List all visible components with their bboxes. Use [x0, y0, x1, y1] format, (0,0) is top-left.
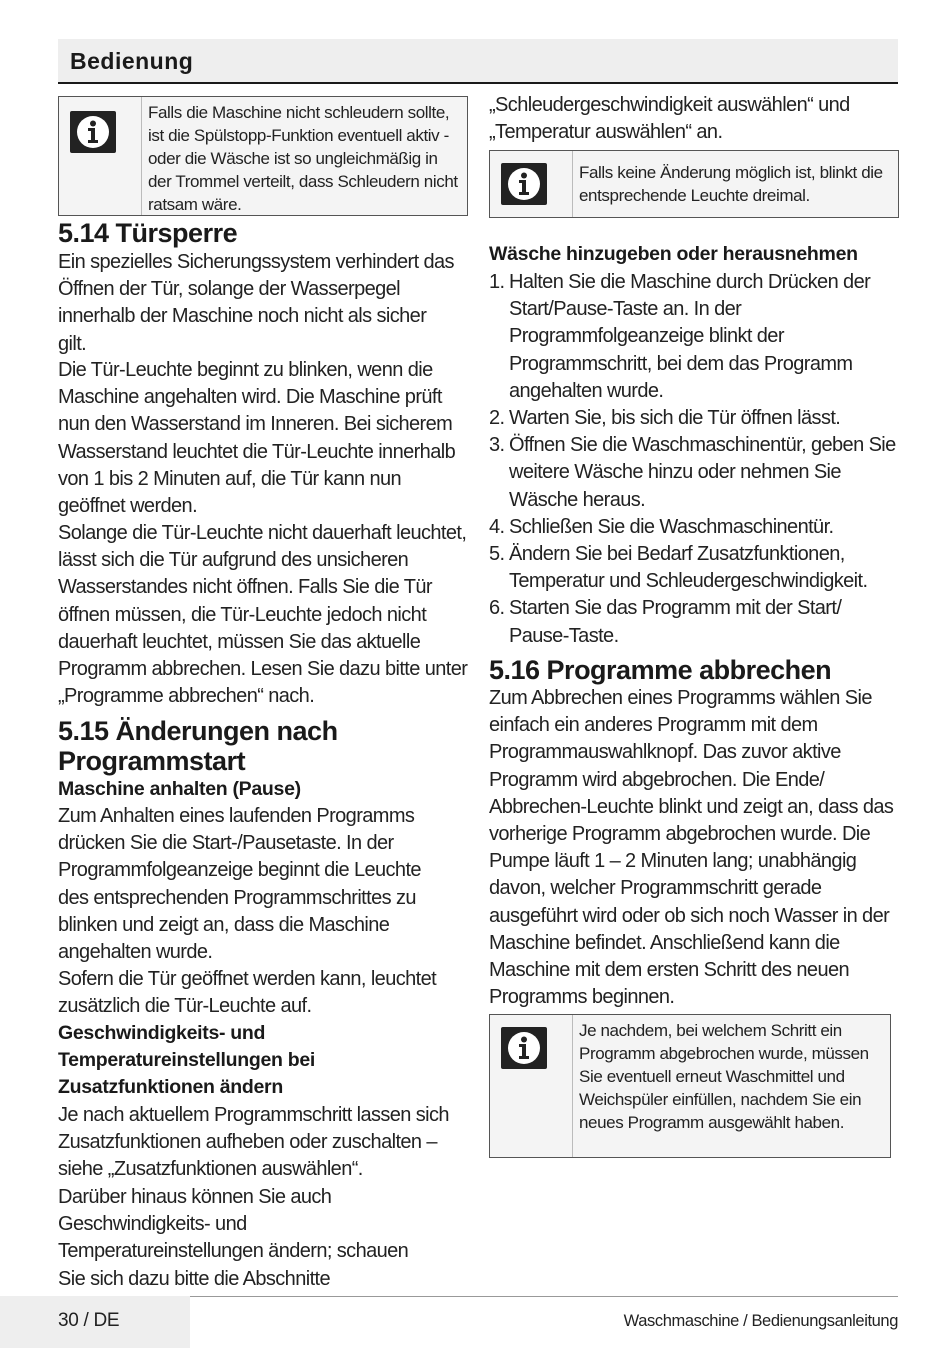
heading-5-14: 5.14 Türsperre [58, 218, 238, 248]
subheading: Wäsche hinzugeben oder herausnehmen [489, 243, 858, 265]
paragraph: Solange die Tür-Leuchte nicht dauerhaft leuchtet, lässt sich die Tür aufgrund des unsicheren Wasserstandes nicht öffnen. Falls Sie die Tür öffnen müssen, die Tür-Leuchte jedoch nicht dauerhaft leuchtet, müssen Sie das aktuelle Programm abbrechen. Lesen Sie dazu bitte unter „Programme abbrechen“ nach. [58, 522, 468, 708]
list-item: 1. Halten Sie die Maschine durch Drücken der Start/Pause-Taste an. In der Programmfolgeanzeige blinkt der Programmschritt, bei dem das Programm angehalten wurde. [489, 271, 871, 402]
section-title: Bedienung [70, 48, 194, 74]
paragraph: Die Tür-Leuchte beginnt zu blinken, wenn die Maschine angehalten wird. Die Maschine prüft nun den Wasserstand im Inneren. Bei sicherem Wasserstand leuchtet die Tür-Leuchte innerhalb von 1 bis 2 Minuten auf, die Tür kann nun geöffnet werden. [58, 359, 456, 518]
heading-5-16: 5.16 Programme abbrechen [489, 655, 832, 685]
list-item: 5. Ändern Sie bei Bedarf Zusatzfunktionen, Temperatur und Schleudergeschwindigkeit. [489, 543, 868, 593]
paragraph: Je nach aktuellem Programmschritt lassen sich Zusatzfunktionen aufheben oder zuschalten – siehe „Zusatzfunktionen auswählen“. [58, 1104, 449, 1181]
subheading: Geschwindigkeits- und Temperatureinstellungen bei Zusatzfunktionen ändern [58, 1022, 316, 1098]
info-note [58, 96, 468, 216]
note-text: Falls die Maschine nicht schleudern sollte, ist die Spülstopp-Funktion eventuell aktiv - oder die Wäsche ist so ungleichmäßig in der Trommel verteilt, dass Schleudern nicht ratsam wäre. [148, 103, 458, 214]
info-icon [70, 111, 116, 153]
info-note [489, 150, 899, 218]
heading-5-15: 5.15 Änderungen nach Programmstart [58, 716, 338, 776]
list-item: 6. Starten Sie das Programm mit der Start/ Pause-Taste. [489, 597, 842, 647]
list-item: 4. Schließen Sie die Waschmaschinentür. [489, 515, 834, 538]
paragraph: „Schleudergeschwindigkeit auswählen“ und „Temperatur auswählen“ an. [489, 94, 850, 144]
paragraph: Zum Anhalten eines laufenden Programms drücken Sie die Start-/Pausetaste. In der Programmfolgeanzeige beginnt die Leuchte des entsprechenden Programmschrittes zu blinken und zeigt an, dass die Maschine angehalten wurde. [58, 805, 421, 964]
info-icon [501, 163, 547, 205]
info-note [489, 1014, 891, 1158]
steps-list [489, 269, 897, 650]
paragraph: Sofern die Tür geöffnet werden kann, leuchtet zusätzlich die Tür-Leuchte auf. [58, 968, 437, 1018]
list-item: 2. Warten Sie, bis sich die Tür öffnen lässt. [489, 407, 841, 430]
note-text: Je nachdem, bei welchem Schritt ein Programm abgebrochen wurde, müssen Sie eventuell erneut Waschmittel und Weichspüler einfüllen, nachdem Sie ein neues Programm ausgewählt haben. [579, 1021, 869, 1132]
footer-divider [190, 1296, 898, 1297]
footer-document-title: Waschmaschine / Bedienungsanleitung [623, 1312, 898, 1330]
list-item: 3. Öffnen Sie die Waschmaschinentür, geben Sie weitere Wäsche hinzu oder nehmen Sie Wäsche heraus. [489, 434, 896, 511]
note-text: Falls keine Änderung möglich ist, blinkt die entsprechende Leuchte dreimal. [579, 163, 883, 205]
section-header [58, 39, 898, 84]
info-icon [501, 1027, 547, 1069]
paragraph: Zum Abbrechen eines Programms wählen Sie einfach ein anderes Programm mit dem Programmauswahlknopf. Das zuvor aktive Programm wird abgebrochen. Die Ende/ Abbrechen-Leuchte blinkt und zeigt an, dass das vorherige Programm abgebrochen wurde. Die Pumpe läuft 1 – 2 Minuten lang; unabhängig davon, welcher Programmschritt gerade ausgeführt wird oder ob sich noch Wasser in der Maschine befindet. Anschließend kann die Maschine mit dem ersten Schritt des neuen Programms beginnen. [489, 687, 894, 1009]
page-number: 30 / DE [58, 1310, 120, 1331]
paragraph: Darüber hinaus können Sie auch Geschwindigkeits- und Temperatureinstellungen ändern; schauen Sie sich dazu bitte die Abschnitte [58, 1186, 409, 1290]
paragraph: Ein spezielles Sicherungssystem verhindert das Öffnen der Tür, solange der Wasserpegel innerhalb der Maschine noch nicht als sicher gilt. [58, 251, 454, 355]
subheading: Maschine anhalten (Pause) [58, 778, 301, 800]
